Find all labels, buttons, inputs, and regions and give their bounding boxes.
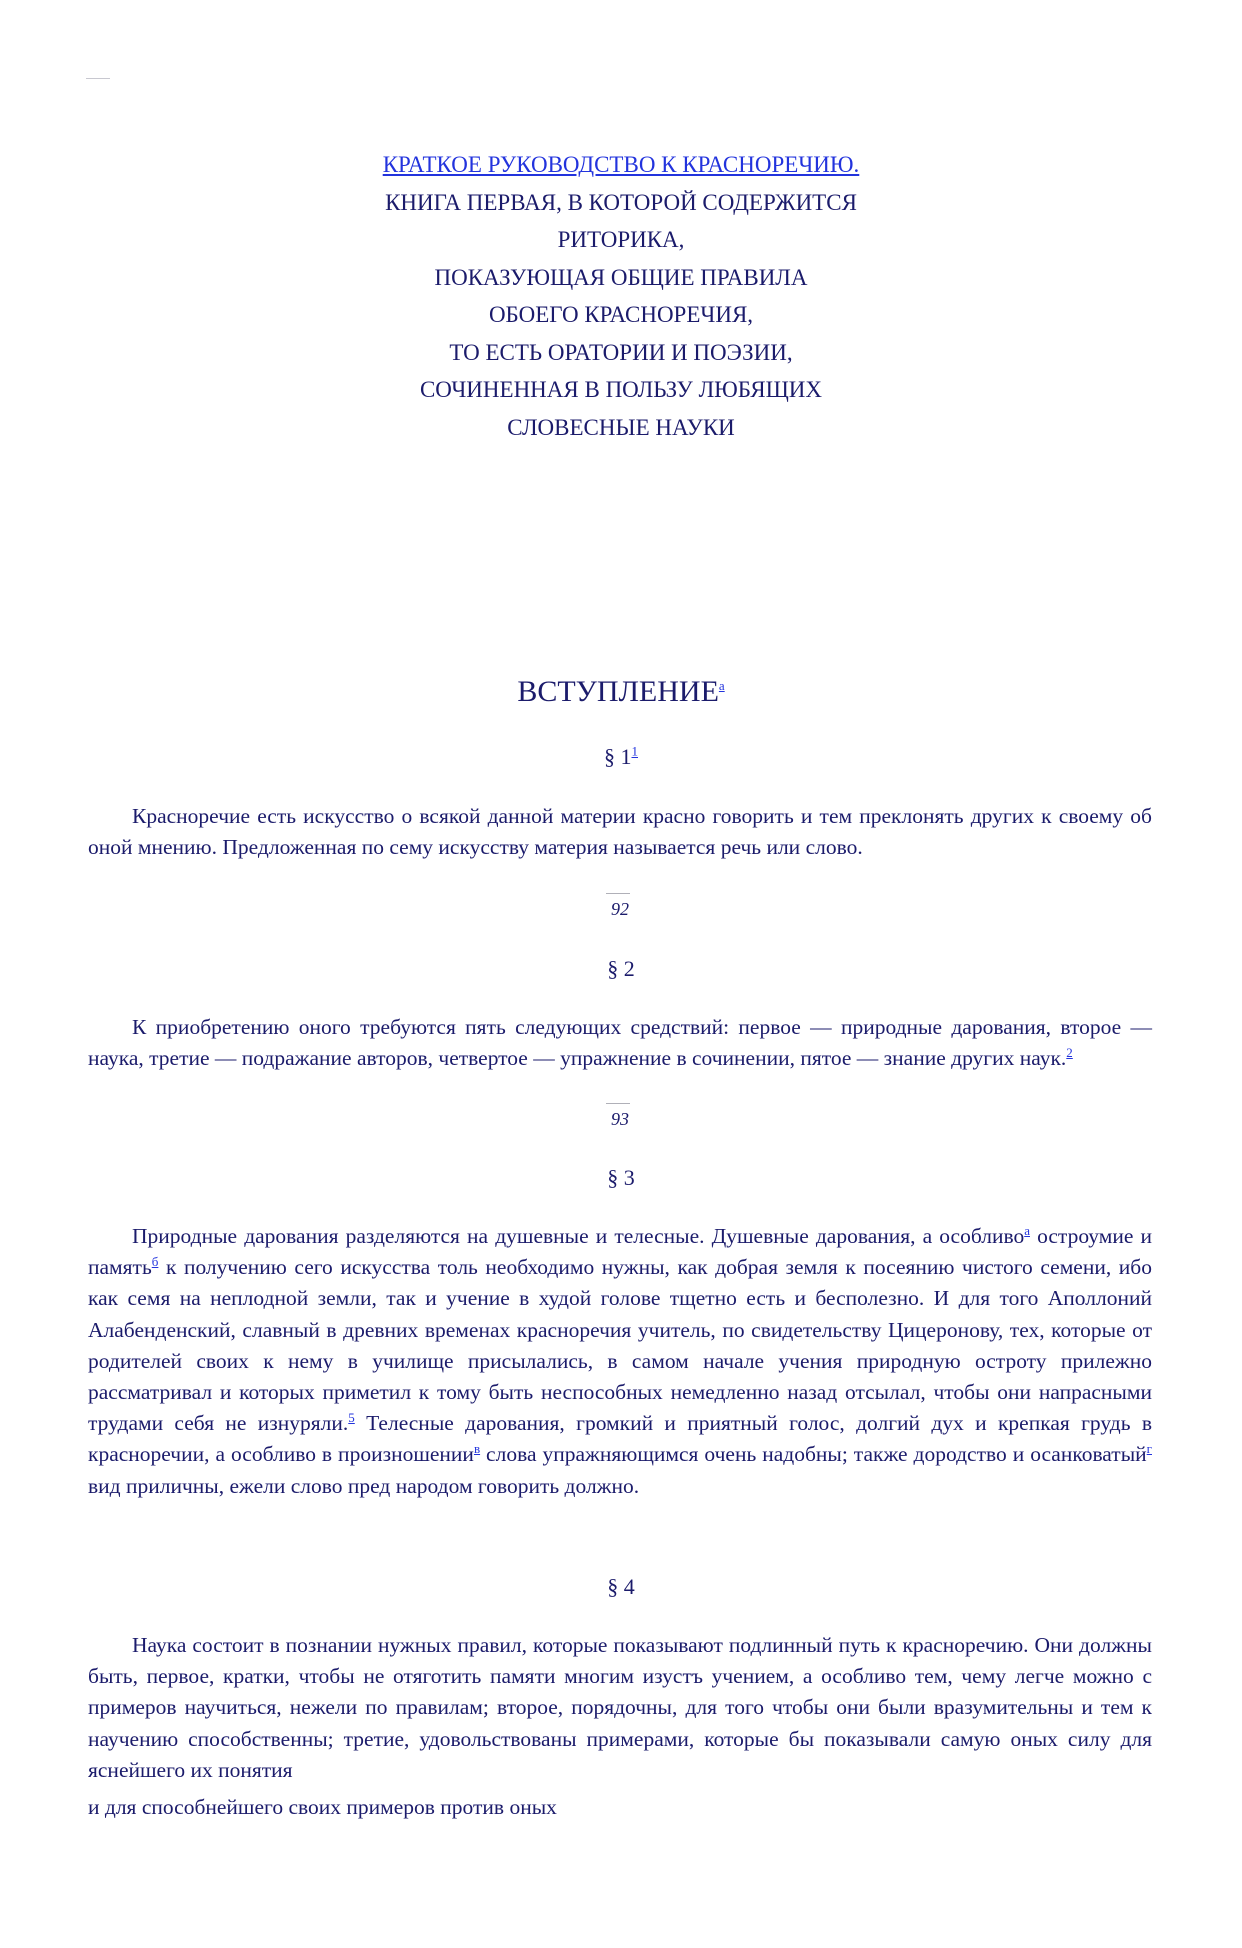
paragraph-body: Природные дарования разделяются на душевные и телесные. Душевные дарования, а особливо <box>132 1224 1025 1248</box>
title-line: ОБОЕГО КРАСНОРЕЧИЯ, <box>488 302 754 327</box>
title-line: СОЧИНЕННАЯ В ПОЛЬЗУ ЛЮБЯЩИХ <box>419 377 823 402</box>
footnote-link[interactable]: б <box>151 1254 159 1270</box>
title-line: КНИГА ПЕРВАЯ, В КОТОРОЙ СОДЕРЖИТСЯ <box>385 189 857 215</box>
paragraph-number <box>0 744 1242 770</box>
paragraph-body: вид приличны, ежели слово пред народом говорить должно. <box>88 1473 640 1498</box>
title-line: ТО ЕСТЬ ОРАТОРИИ И ПОЭЗИИ, <box>449 339 793 365</box>
paragraph-text: Красноречие есть искусство о всякой данной материи красно говорить и тем преклонять других к своему об оной мнению. Предложенная по сему искусству материя называется речь или слово. <box>88 804 1152 860</box>
paragraph-label: § 3 <box>607 1165 635 1190</box>
paragraph-number <box>0 956 1242 982</box>
footnote-link[interactable]: 5 <box>348 1410 355 1426</box>
title-line: СЛОВЕСНЫЕ НАУКИ <box>507 414 735 440</box>
book-title-block <box>0 146 1242 446</box>
paragraph-body: к получению сего искусства толь необходимо нужны, как добрая земля к посеянию чистого семени, ибо как семя на неплодной земли, так и учение в худой голове тщетно есть и бесполезно. И для того Аполлоний Алабенденский, славный в древних временах красноречия учитель, по свидетельству Цицеронову, тех, которые от родителей своих к нему в училище присылались, в самом начале учения природную остроту прилежно рассматривал и которых приметил к тому быть неспособных немедленно назад отсылал, чтобы они напрасными трудами себя не изнуряли. <box>88 1255 1152 1436</box>
footnote-link[interactable]: а <box>718 678 725 693</box>
footnote-link[interactable]: 2 <box>1066 1045 1073 1061</box>
paragraph-label: § 1 <box>604 744 632 769</box>
title-line: РИТОРИКА, <box>557 227 685 252</box>
footnote-link[interactable]: в <box>473 1441 481 1457</box>
paragraph-text <box>88 1012 1152 1074</box>
section-heading <box>0 675 1242 709</box>
paragraph-body: остроумие и память <box>88 1224 1152 1280</box>
paragraph-body: Телесные дарования, громкий и приятный голос, долгий дух и крепкая грудь в красноречии, а особливо в произношении <box>88 1411 1152 1467</box>
heading-text: ВСТУПЛЕНИЕ <box>517 675 719 708</box>
paragraph-label: § 4 <box>607 1574 635 1599</box>
book-title-link[interactable]: КРАТКОЕ РУКОВОДСТВО К КРАСНОРЕЧИЮ. <box>382 152 860 177</box>
paragraph-number <box>0 1165 1242 1191</box>
top-divider <box>86 78 110 79</box>
footnote-link[interactable]: а <box>1024 1222 1030 1238</box>
paragraph-body: слова упражняющимся очень надобны; также дородство и осанковатый <box>480 1442 1147 1467</box>
paragraph-last-line: и для способнейшего своих примеров против оных <box>88 1795 557 1819</box>
footnote-link[interactable]: г <box>1146 1441 1152 1457</box>
title-line: ПОКАЗУЮЩАЯ ОБЩИЕ ПРАВИЛА <box>434 264 808 290</box>
page-number: 92 <box>600 899 640 920</box>
paragraph-label: § 2 <box>607 956 635 981</box>
paragraph-number <box>0 1574 1242 1600</box>
footnote-link[interactable]: 1 <box>631 743 638 759</box>
paragraph-body: К приобретению оного требуются пять следующих средствий: первое — природные дарования, второе — наука, третие — подражание авторов, четвертое — упражнение в сочинении, пятое — знание других наук. <box>88 1015 1152 1071</box>
paragraph-text <box>88 1221 1152 1502</box>
page-number: 93 <box>600 1109 640 1130</box>
paragraph-text: Наука состоит в познании нужных правил, которые показывают подлинный путь к красноречию. Они должны быть, первое, кратки, чтобы не отяготить памяти многим изустъ учением, а особливо тем, чему легче можно с примеров научиться, нежели по правилам; второе, порядочны, для того чтобы они были вразумительны и тем к научению способственны; третие, удовольствованы примерами, которые бы показывали самую оных силу для яснейшего их понятия <box>88 1633 1152 1782</box>
